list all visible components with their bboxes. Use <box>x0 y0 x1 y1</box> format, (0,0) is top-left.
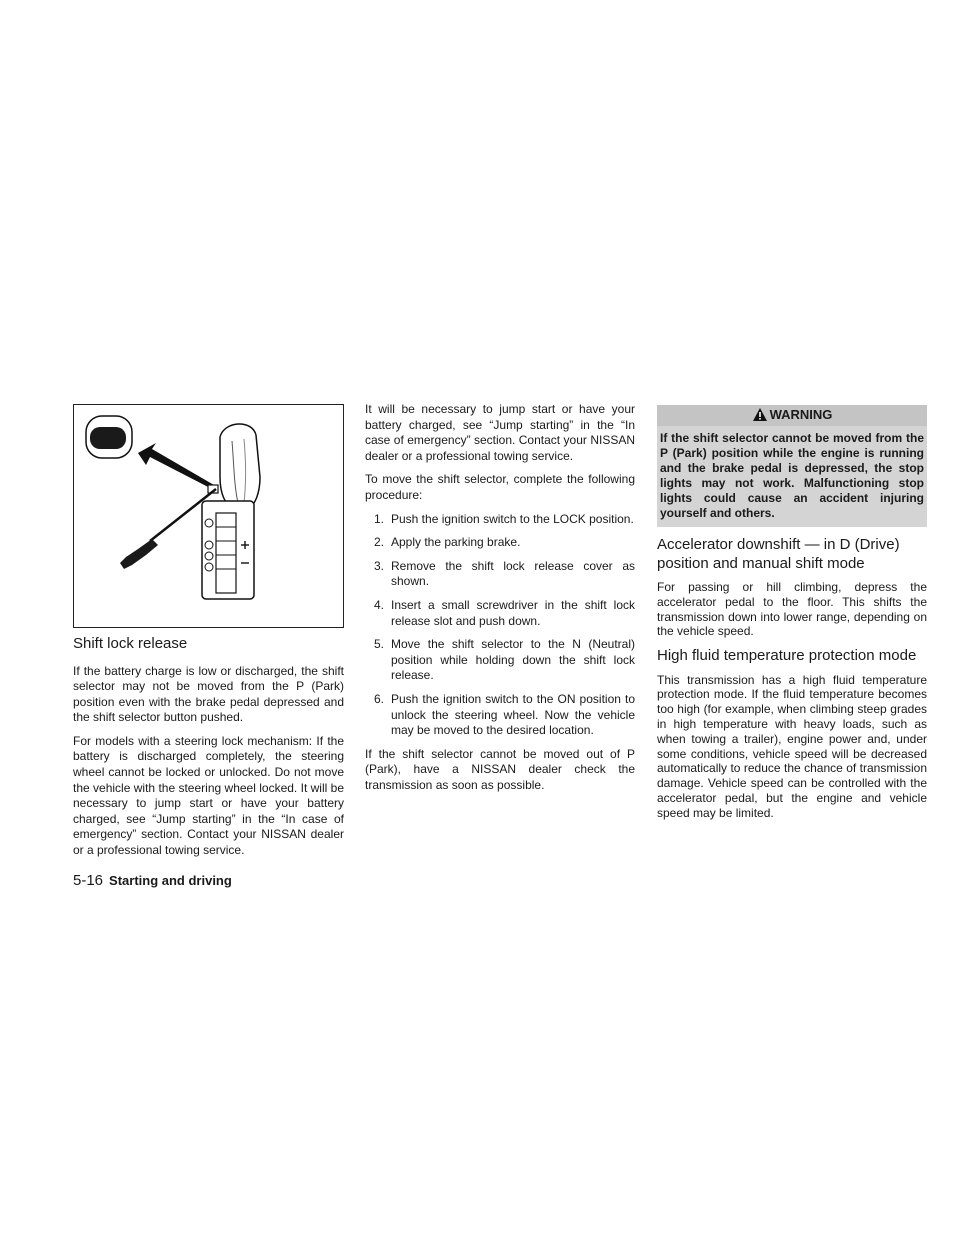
warning-header <box>657 405 927 426</box>
list-item <box>365 637 635 684</box>
high-fluid-heading: High fluid temperature protection mode <box>657 647 917 665</box>
step-text: Push the ignition switch to the LOCK position. <box>391 511 634 526</box>
release-cover-icon <box>86 416 132 458</box>
step-text: Remove the shift lock release cover as shown. <box>391 558 635 589</box>
shift-gate-icon <box>202 501 254 599</box>
section-title: Starting and driving <box>109 873 232 888</box>
list-item <box>365 692 635 739</box>
steering-lock-paragraph: For models with a steering lock mechanism: If the battery is discharged completely, the steering wheel cannot be locked or unlocked. Do not move the vehicle with the steering wheel locked. It will be necessary to jump start or have your battery charged, see “Jump starting” in the “In case of emergency” section. Contact your NISSAN dealer or a professional towing service. <box>73 733 344 858</box>
step-number: 5. <box>374 637 385 652</box>
warning-text: If the shift selector cannot be moved from the P (Park) position while the engine is running and the brake pedal is depressed, the stop lights may not work. Malfunctioning stop lights could cause an accident injuring yourself and others. <box>660 431 924 520</box>
page-footer <box>73 871 232 890</box>
arrow-icon <box>138 443 214 489</box>
step-text: Move the shift selector to the N (Neutral) position while holding down the shift lock release. <box>391 637 635 683</box>
step-text: Push the ignition switch to the ON position to unlock the steering wheel. Now the vehicle may be moved to the desired location. <box>391 691 635 738</box>
shift-lock-figure <box>73 404 344 628</box>
jump-start-paragraph: It will be necessary to jump start or have your battery charged, see “Jump starting” in the “In case of emergency” section. Contact your NISSAN dealer or a professional towing service. <box>365 402 635 463</box>
warning-box <box>657 405 927 527</box>
step-text: Apply the parking brake. <box>391 535 521 550</box>
middle-column <box>365 402 635 801</box>
accelerator-paragraph: For passing or hill climbing, depress the accelerator pedal to the floor. This shifts the transmission down into lower range, depending on the vehicle speed. <box>657 580 927 639</box>
list-item <box>365 535 635 551</box>
warning-triangle-icon <box>752 407 768 422</box>
list-item <box>365 512 635 528</box>
step-number: 6. <box>374 691 385 706</box>
procedure-list <box>365 512 635 739</box>
battery-paragraph: If the battery charge is low or discharged, the shift selector may not be moved from the P (Park) position even with the brake pedal depressed and the shift selector button pushed. <box>73 663 344 725</box>
page-number: 5-16 <box>73 872 104 889</box>
right-column <box>657 402 927 829</box>
step-number: 1. <box>374 511 385 526</box>
accelerator-downshift-heading: Accelerator downshift — in D (Drive) position and manual shift mode <box>657 536 900 572</box>
dealer-check-paragraph: If the shift selector cannot be moved out of P (Park), have a NISSAN dealer check the transmission as soon as possible. <box>365 746 635 792</box>
procedure-intro: To move the shift selector, complete the following procedure: <box>365 472 635 502</box>
list-item <box>365 598 635 629</box>
warning-title: WARNING <box>769 407 833 422</box>
high-fluid-paragraph: This transmission has a high fluid temperature protection mode. If the fluid temperature becomes too high (for example, when climbing steep grades in high temperature with heavy loads, such as when towing a trailer), engine power and, under some conditions, vehicle speed will be decreased automatically to reduce the chance of transmission damage. Vehicle speed can be controlled with the accelerator pedal, but the engine and vehicle speed may be limited. <box>657 672 927 820</box>
left-column <box>73 402 344 867</box>
step-text: Insert a small screwdriver in the shift lock release slot and push down. <box>391 597 635 628</box>
step-number: 2. <box>374 535 385 550</box>
step-number: 3. <box>374 558 385 573</box>
step-number: 4. <box>374 597 385 612</box>
shift-lock-heading: Shift lock release <box>73 635 188 652</box>
list-item <box>365 559 635 590</box>
